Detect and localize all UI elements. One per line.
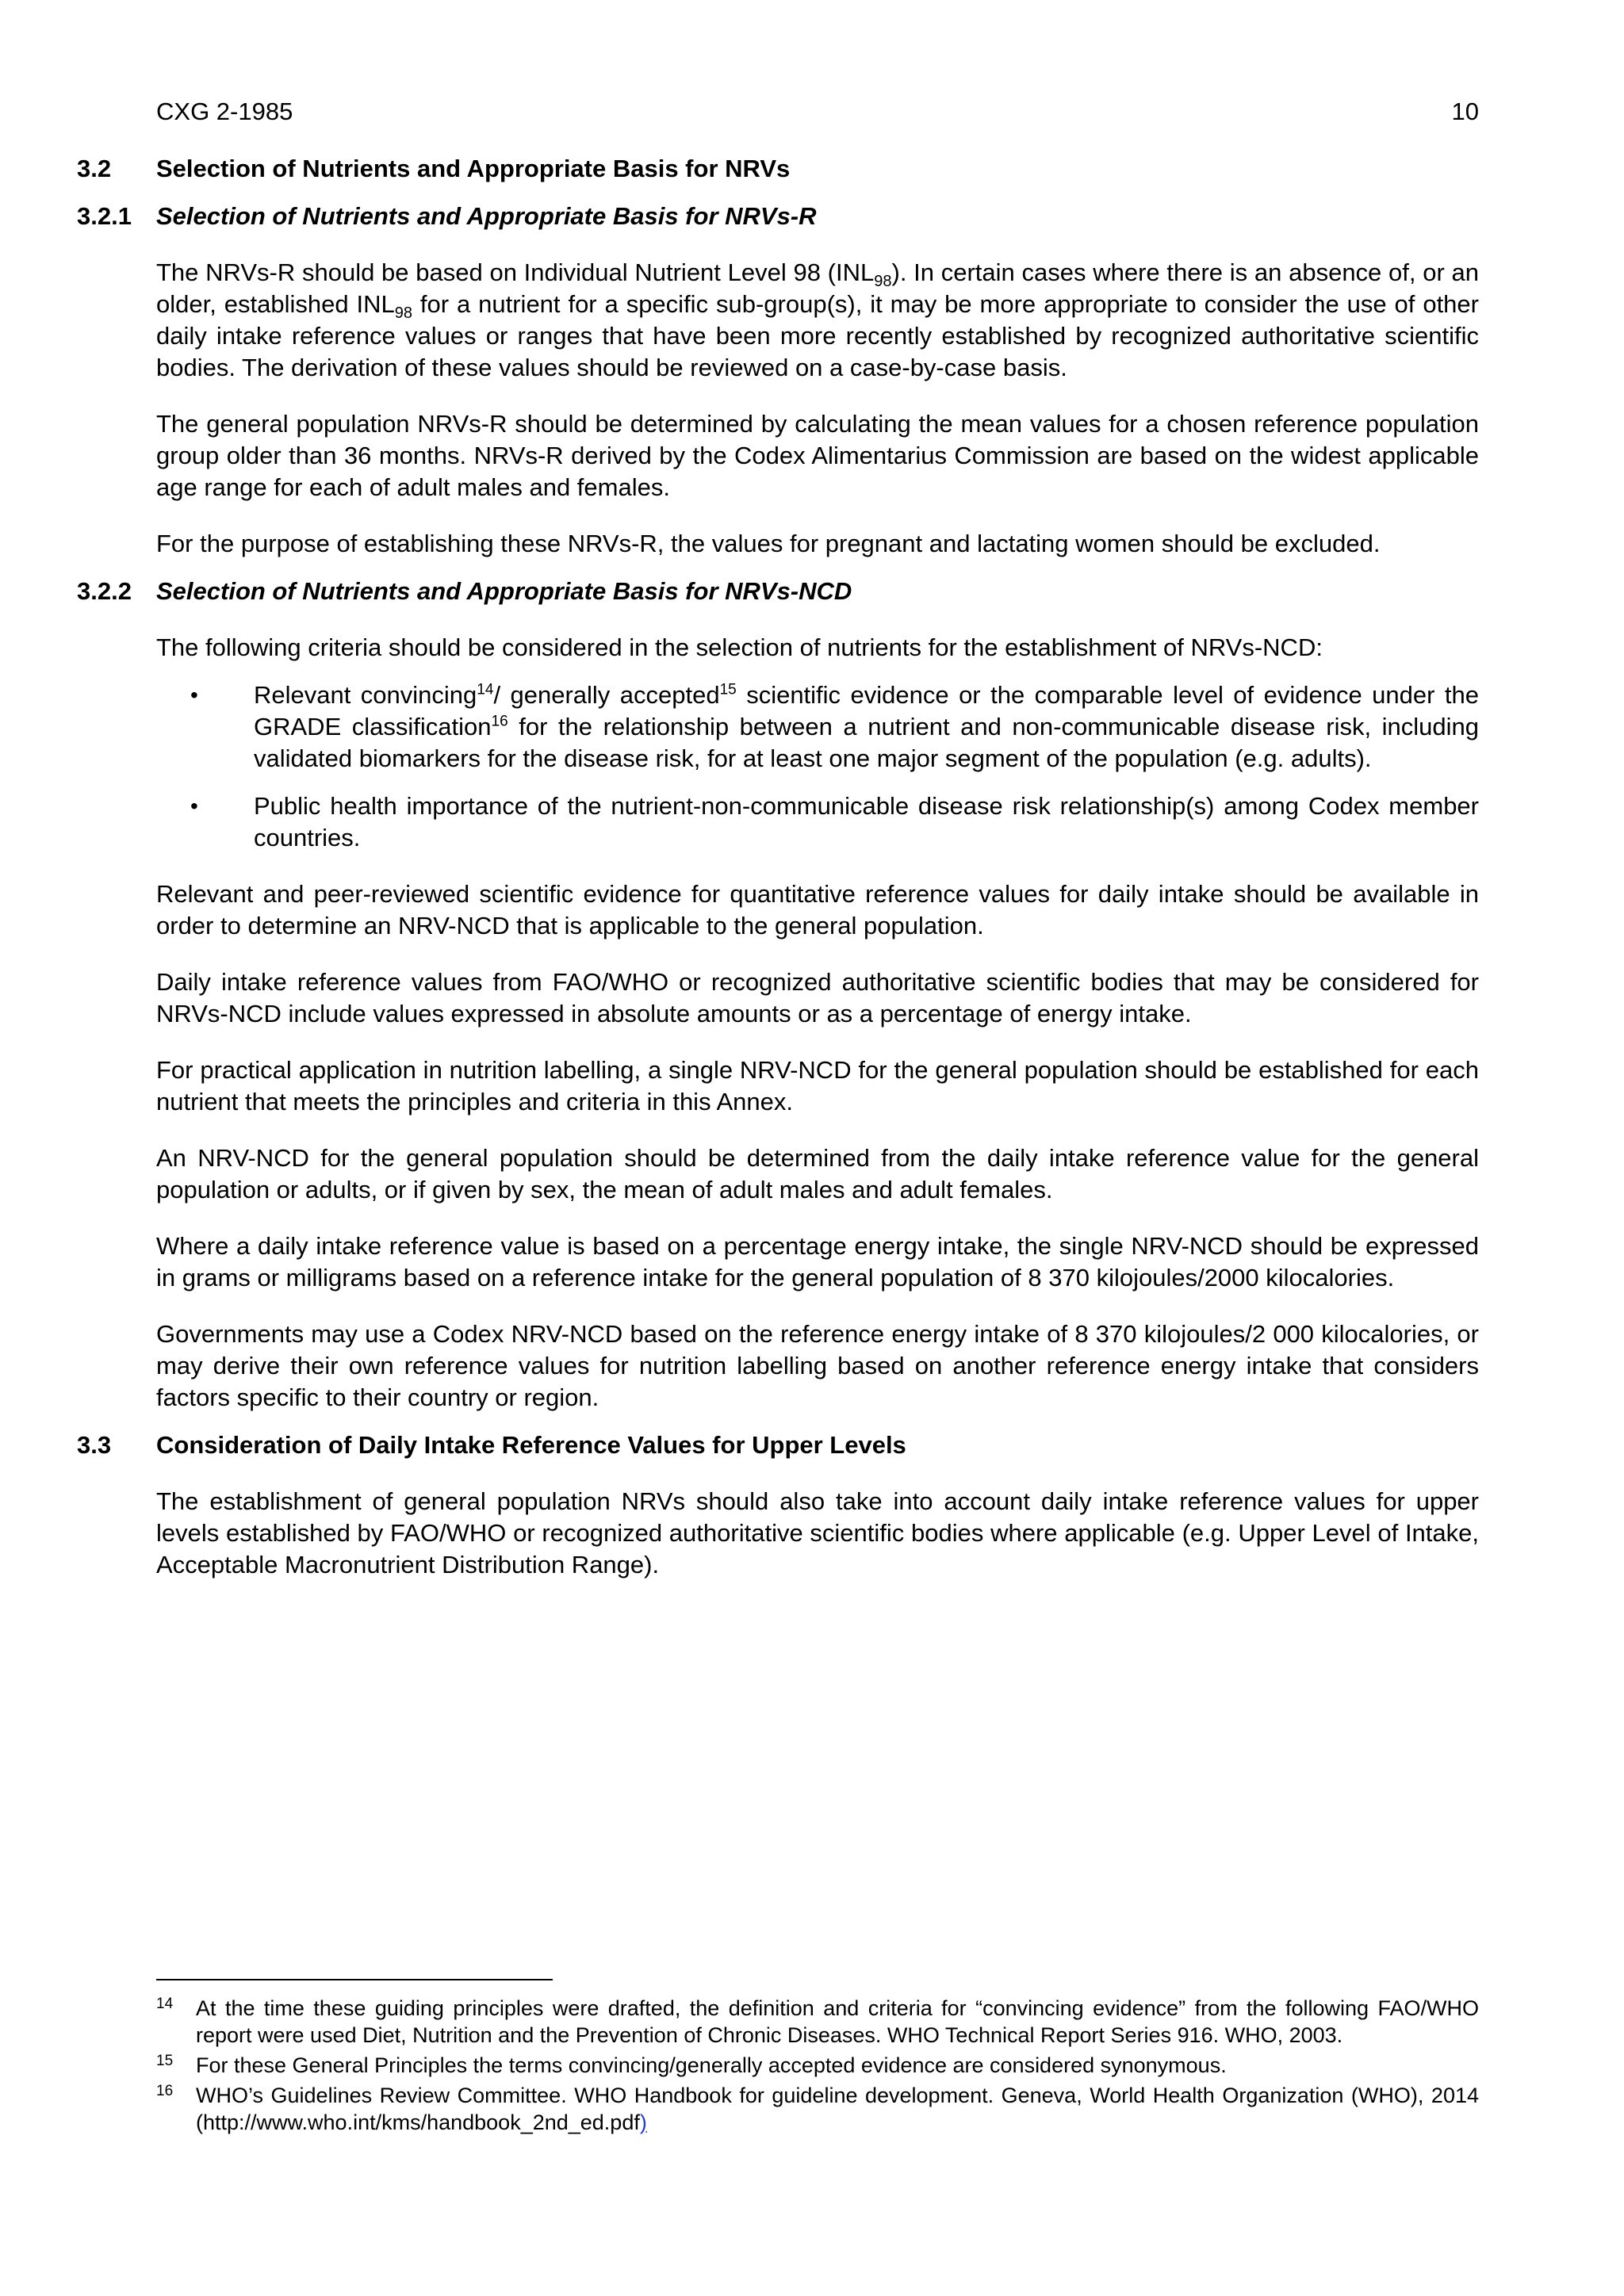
- subscript: 98: [394, 304, 412, 323]
- section-heading-3-3: [77, 1429, 1479, 1461]
- paragraph: Governments may use a Codex NRV-NCD based on the reference energy intake of 8 370 kilojoules/2 000 kilocalories, or may derive their own reference values for nutrition labelling based on another reference energy intake that considers factors specific to their country or region.: [156, 1320, 1479, 1411]
- footnote: [156, 2082, 1479, 2136]
- footnote-separator: [156, 1979, 553, 1980]
- text-run: WHO’s Guidelines Review Committee. WHO Handbook for guideline development. Geneva, World Health Organization (WHO), 2014 (http://www.who.int/kms/handbook_2nd_ed.pdf: [196, 2084, 1479, 2134]
- paragraph: [156, 257, 1479, 384]
- list-item-text: Public health importance of the nutrient-non-communicable disease risk relationship(s) among Codex member countries.: [254, 792, 1479, 851]
- footnote-ref[interactable]: 14: [477, 681, 494, 698]
- section-heading-3-2-1: [77, 201, 1479, 232]
- handbook-link[interactable]: ): [639, 2110, 647, 2134]
- footnote-ref[interactable]: 16: [491, 713, 508, 730]
- section-heading-3-2-2: [77, 576, 1479, 607]
- text-run: ). In certain cases where there is an absence of, or an older, established INL: [156, 258, 1479, 318]
- paragraph: The establishment of general population NRVs should also take into account daily intake reference values for upper levels established by FAO/WHO or recognized authoritative scientific bodies where applicable (e.g. Upper Level of Intake, Acceptable Macronutrient Distribution Range).: [156, 1487, 1479, 1578]
- section-number: 3.3: [77, 1431, 112, 1459]
- section-title: Consideration of Daily Intake Reference Values for Upper Levels: [156, 1431, 906, 1459]
- section-title: Selection of Nutrients and Appropriate Basis for NRVs-R: [156, 202, 817, 230]
- text-run: Relevant convincing: [254, 681, 477, 709]
- text-run: for a nutrient for a specific sub-group(s), it may be more appropriate to consider the use of other daily intake reference values or ranges that have been more recently established by recognized authoritative scientific bodies. The derivation of these values should be reviewed on a case-by-case basis.: [156, 290, 1479, 381]
- footnote-text: For these General Principles the terms convincing/generally accepted evidence are considered synonymous.: [196, 2053, 1227, 2077]
- main-content: [77, 153, 1479, 1597]
- paragraph: Relevant and peer-reviewed scientific evidence for quantitative reference values for daily intake should be available in order to determine an NRV-NCD that is applicable to the general population.: [156, 880, 1479, 939]
- list-item: [156, 679, 1479, 775]
- footnote-text: [196, 2082, 1479, 2136]
- paragraph: For practical application in nutrition labelling, a single NRV-NCD for the general population should be established for each nutrient that meets the principles and criteria in this Annex.: [156, 1056, 1479, 1115]
- paragraph: Daily intake reference values from FAO/WHO or recognized authoritative scientific bodies that may be considered for NRVs-NCD include values expressed in absolute amounts or as a percentage of energy intake.: [156, 968, 1479, 1027]
- bullet-icon: •: [190, 794, 198, 818]
- paragraph: The following criteria should be considered in the selection of nutrients for the establishment of NRVs-NCD:: [156, 633, 1323, 661]
- text-run: / generally accepted: [493, 681, 720, 709]
- footnote-number: 16: [156, 2083, 174, 2099]
- section-number: 3.2.2: [77, 577, 132, 605]
- list-item: [156, 790, 1479, 854]
- paragraph: The general population NRVs-R should be determined by calculating the mean values for a chosen reference population group older than 36 months. NRVs-R derived by the Codex Alimentarius Commission are based on the widest applicable age range for each of adult males and females.: [156, 410, 1479, 501]
- footnote-number: 15: [156, 2053, 174, 2069]
- paragraph: Where a daily intake reference value is based on a percentage energy intake, the single NRV-NCD should be expressed in grams or milligrams based on a reference intake for the general population of 8 370 kilojoules/2000 kilocalories.: [156, 1232, 1479, 1292]
- section-number: 3.2.1: [77, 202, 132, 230]
- subscript: 98: [874, 273, 892, 291]
- footnote-number: 14: [156, 1996, 174, 2012]
- document-code: CXG 2-1985: [156, 98, 293, 125]
- footnote: [156, 1995, 1479, 2049]
- text-run: scientific evidence or the comparable level of evidence under the GRADE classification: [254, 681, 1479, 740]
- running-header: [156, 97, 1479, 127]
- section-title: Selection of Nutrients and Appropriate Basis for NRVs-NCD: [156, 577, 852, 605]
- bullet-icon: •: [190, 683, 198, 707]
- section-heading-3-2: [77, 153, 1479, 185]
- text-run: The NRVs-R should be based on Individual Nutrient Level 98 (INL: [156, 258, 875, 286]
- footnotes: [156, 1995, 1479, 2139]
- paragraph: An NRV-NCD for the general population should be determined from the daily intake reference value for the general population or adults, or if given by sex, the mean of adult males and adult females.: [156, 1144, 1479, 1203]
- footnote: [156, 2052, 1479, 2079]
- section-title: Selection of Nutrients and Appropriate Basis for NRVs: [156, 155, 791, 182]
- page-number: 10: [1451, 98, 1479, 125]
- footnote-text: At the time these guiding principles were drafted, the definition and criteria for “convincing evidence” from the following FAO/WHO report were used Diet, Nutrition and the Prevention of Chronic Diseases. WHO Technical Report Series 916. WHO, 2003.: [196, 1996, 1479, 2047]
- list-item-text: [254, 679, 1479, 775]
- text-run: for the relationship between a nutrient and non-communicable disease risk, including validated biomarkers for the disease risk, for at least one major segment of the population (e.g. adults).: [254, 713, 1479, 772]
- criteria-list: [156, 679, 1479, 854]
- paragraph: For the purpose of establishing these NRVs-R, the values for pregnant and lactating women should be excluded.: [156, 530, 1381, 557]
- section-number: 3.2: [77, 155, 112, 182]
- footnote-ref[interactable]: 15: [719, 681, 737, 698]
